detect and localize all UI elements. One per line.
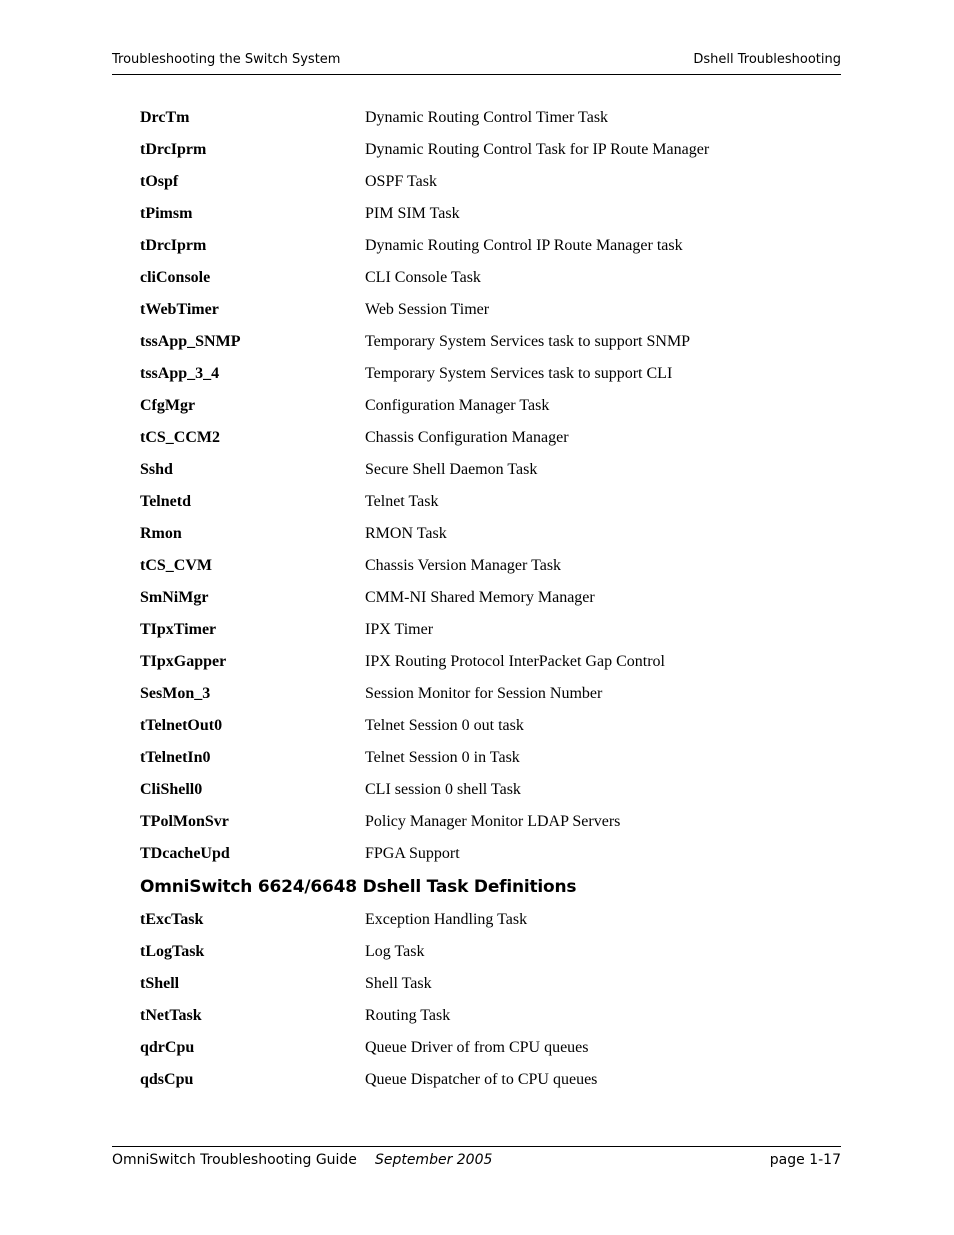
- task-row: [140, 234, 840, 266]
- task-description: CLI session 0 shell Task: [365, 781, 521, 798]
- task-name: tExcTask: [140, 911, 204, 928]
- task-description: Routing Task: [365, 1007, 451, 1024]
- task-name: qdsCpu: [140, 1071, 194, 1088]
- task-description: Configuration Manager Task: [365, 397, 550, 414]
- task-name: tCS_CVM: [140, 557, 212, 574]
- footer-date: September 2005: [374, 1152, 493, 1168]
- task-row: [140, 394, 840, 426]
- task-name: Telnetd: [140, 493, 191, 510]
- task-row: [140, 298, 840, 330]
- task-row: [140, 842, 840, 874]
- header-chapter-title: Troubleshooting the Switch System: [112, 52, 341, 67]
- task-row: [140, 1068, 840, 1100]
- task-description: Temporary System Services task to support CLI: [365, 365, 673, 382]
- task-name: TDcacheUpd: [140, 845, 230, 862]
- task-description: PIM SIM Task: [365, 205, 460, 222]
- task-name: tssApp_3_4: [140, 365, 220, 382]
- task-row: [140, 522, 840, 554]
- task-description: Web Session Timer: [365, 301, 490, 318]
- task-row: [140, 972, 840, 1004]
- task-description: Dynamic Routing Control Timer Task: [365, 109, 609, 126]
- task-row: [140, 778, 840, 810]
- task-name: SesMon_3: [140, 685, 211, 702]
- task-name: Sshd: [140, 461, 173, 478]
- task-name: tTelnetIn0: [140, 749, 211, 766]
- task-description: Shell Task: [365, 975, 432, 992]
- task-row: [140, 554, 840, 586]
- task-row: [140, 586, 840, 618]
- task-name: tNetTask: [140, 1007, 202, 1024]
- task-name: tTelnetOut0: [140, 717, 223, 734]
- task-row: [140, 170, 840, 202]
- task-row: [140, 426, 840, 458]
- task-name: Rmon: [140, 525, 182, 542]
- task-description: Queue Driver of from CPU queues: [365, 1039, 589, 1056]
- task-row: [140, 746, 840, 778]
- task-name: TPolMonSvr: [140, 813, 229, 830]
- task-row: [140, 330, 840, 362]
- task-row: [140, 138, 840, 170]
- task-row: [140, 618, 840, 650]
- task-description: Log Task: [365, 943, 425, 960]
- page-header: [112, 50, 841, 75]
- task-name: tCS_CCM2: [140, 429, 220, 446]
- task-name: tDrcIprm: [140, 237, 207, 254]
- task-description: RMON Task: [365, 525, 447, 542]
- task-name: cliConsole: [140, 269, 211, 286]
- task-row: [140, 490, 840, 522]
- task-description: Temporary System Services task to support SNMP: [365, 333, 691, 350]
- task-row: [140, 682, 840, 714]
- task-name: qdrCpu: [140, 1039, 195, 1056]
- task-description: Secure Shell Daemon Task: [365, 461, 538, 478]
- task-row: [140, 908, 840, 940]
- task-description: Queue Dispatcher of to CPU queues: [365, 1071, 598, 1088]
- task-description: Dynamic Routing Control IP Route Manager task: [365, 237, 683, 254]
- omniswitch-6624-task-table: [140, 908, 840, 1100]
- task-name: tOspf: [140, 173, 179, 190]
- task-name: tssApp_SNMP: [140, 333, 241, 350]
- task-description: Dynamic Routing Control Task for IP Route Manager: [365, 141, 710, 158]
- task-description: OSPF Task: [365, 173, 437, 190]
- task-row: [140, 940, 840, 972]
- task-description: IPX Routing Protocol InterPacket Gap Control: [365, 653, 665, 670]
- task-name: SmNiMgr: [140, 589, 209, 606]
- task-row: [140, 202, 840, 234]
- task-name: tDrcIprm: [140, 141, 207, 158]
- task-row: [140, 266, 840, 298]
- task-row: [140, 714, 840, 746]
- footer-guide-title: OmniSwitch Troubleshooting Guide: [112, 1152, 357, 1168]
- task-name: DrcTm: [140, 109, 190, 126]
- task-name: tLogTask: [140, 943, 205, 960]
- task-name: tWebTimer: [140, 301, 219, 318]
- task-row: [140, 650, 840, 682]
- task-description: Exception Handling Task: [365, 911, 528, 928]
- task-row: [140, 362, 840, 394]
- task-description: Telnet Session 0 in Task: [365, 749, 520, 766]
- task-description: Chassis Configuration Manager: [365, 429, 569, 446]
- task-row: [140, 1036, 840, 1068]
- task-row: [140, 810, 840, 842]
- task-description: Telnet Session 0 out task: [365, 717, 524, 734]
- page-number: page 1-17: [769, 1152, 841, 1168]
- task-description: Policy Manager Monitor LDAP Servers: [365, 813, 621, 830]
- task-row: [140, 106, 840, 138]
- task-description: CLI Console Task: [365, 269, 481, 286]
- page-footer: [112, 1146, 841, 1173]
- task-description: Session Monitor for Session Number: [365, 685, 603, 702]
- task-name: tPimsm: [140, 205, 193, 222]
- footer-guide-info: [112, 1152, 492, 1168]
- task-name: TIpxTimer: [140, 621, 217, 638]
- task-description: IPX Timer: [365, 621, 434, 638]
- task-description: Telnet Task: [365, 493, 439, 510]
- task-description: Chassis Version Manager Task: [365, 557, 562, 574]
- section-heading: OmniSwitch 6624/6648 Dshell Task Definitions: [140, 877, 577, 897]
- task-row: [140, 1004, 840, 1036]
- task-name: CfgMgr: [140, 397, 196, 414]
- task-description: CMM-NI Shared Memory Manager: [365, 589, 595, 606]
- task-name: CliShell0: [140, 781, 203, 798]
- task-name: tShell: [140, 975, 180, 992]
- task-definitions-table: [140, 106, 840, 874]
- task-description: FPGA Support: [365, 845, 460, 862]
- task-name: TIpxGapper: [140, 653, 227, 670]
- task-row: [140, 458, 840, 490]
- header-section-title: Dshell Troubleshooting: [693, 52, 841, 67]
